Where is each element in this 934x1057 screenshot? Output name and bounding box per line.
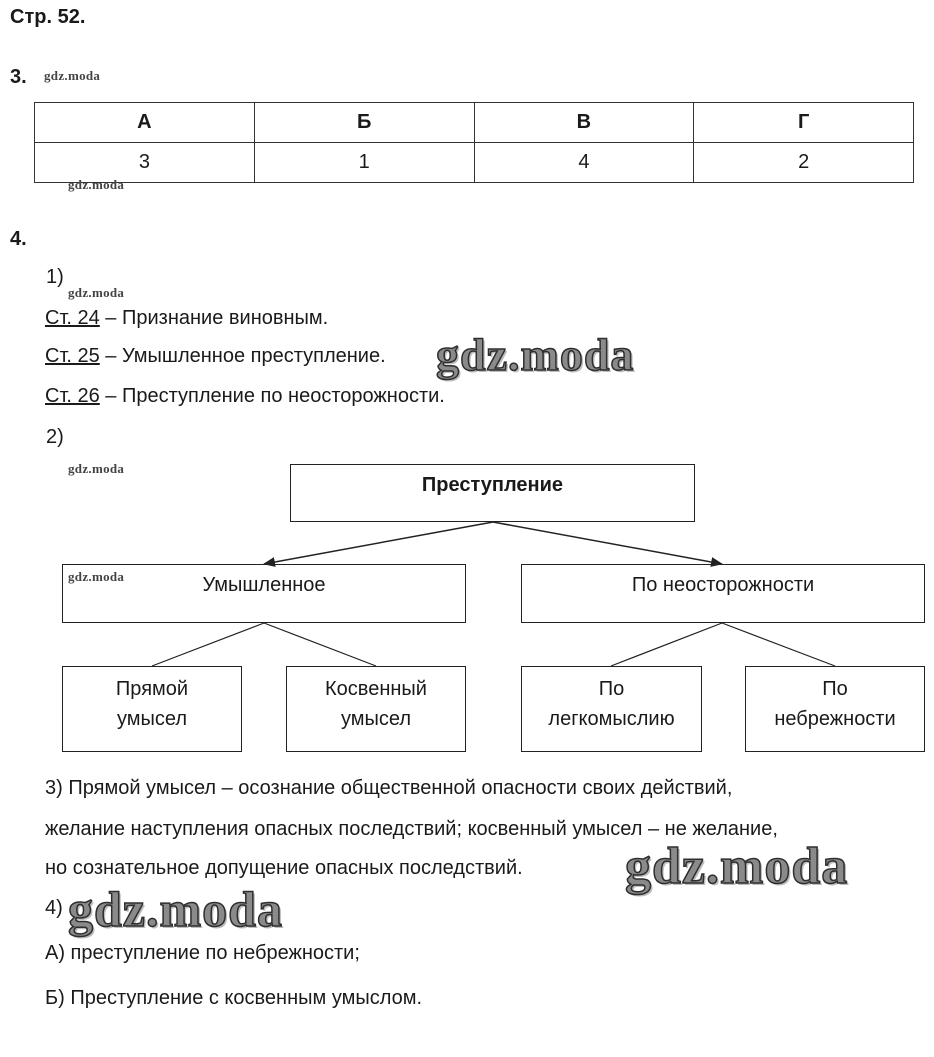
- diagram-box-line: умысел: [340, 708, 412, 730]
- article-text: – Умышленное преступление.: [99, 345, 386, 367]
- table-cell: 2: [694, 143, 914, 183]
- diagram-indirect-intent-box: [286, 666, 466, 752]
- diagram-negligent-label: По неосторожности: [631, 573, 815, 596]
- diagram-intentional-label: Умышленное: [202, 573, 326, 596]
- table-cell: 3: [35, 143, 255, 183]
- diagram-box-line: легкомыслию: [548, 708, 675, 730]
- part2-label: 2): [46, 426, 64, 448]
- arrow-to-intentional: [264, 522, 493, 564]
- arrow-to-negligent: [493, 522, 722, 564]
- watermark-small: gdz.moda: [68, 461, 125, 476]
- table-header-cell: Г: [694, 103, 914, 143]
- table-cell: 1: [254, 143, 474, 183]
- diagram-box-line: небрежности: [774, 708, 896, 730]
- part4-label: 4): [45, 897, 63, 919]
- task3-number: 3.: [10, 66, 27, 88]
- diagram-negligent-box: [521, 564, 925, 623]
- diagram-root-label: Преступление: [421, 474, 564, 496]
- diagram-negligence-box: [745, 666, 925, 752]
- table-cell: 4: [474, 143, 694, 183]
- table-header-cell: В: [474, 103, 694, 143]
- answer-line: А) преступление по небрежности;: [45, 942, 360, 964]
- watermark-small: gdz.moda: [68, 285, 125, 300]
- watermark-small: gdz.moda: [68, 569, 125, 584]
- article-text: – Признание виновным.: [99, 307, 329, 329]
- paragraph-line: желание наступления опасных последствий; косвенный умысел – не желание,: [45, 818, 778, 840]
- table-header-cell: А: [35, 103, 255, 143]
- diagram-direct-intent-box: [62, 666, 242, 752]
- watermark-large: gdz.moda: [625, 838, 849, 895]
- paragraph-line: но сознательное допущение опасных последствий.: [45, 857, 523, 879]
- diagram-box-line: умысел: [116, 708, 188, 730]
- diagram-box-line: По: [822, 678, 848, 700]
- watermark-large: gdz.moda: [68, 881, 283, 937]
- watermark-small: gdz.moda: [68, 177, 125, 192]
- diagram-box-line: Косвенный: [325, 678, 427, 700]
- line-to-negligence: [722, 623, 835, 666]
- answer-line: Б) Преступление с косвенным умыслом.: [45, 987, 423, 1009]
- diagram-frivolity-box: [521, 666, 702, 752]
- article-ref: Ст. 24: [45, 307, 100, 329]
- watermark-small: gdz.moda: [44, 68, 101, 83]
- line-to-indirect: [264, 623, 376, 666]
- part1-label: 1): [46, 266, 64, 288]
- task4-number: 4.: [10, 228, 27, 250]
- table-header-cell: Б: [254, 103, 474, 143]
- diagram-box-line: По: [598, 678, 625, 700]
- paragraph-line: 3) Прямой умысел – осознание общественной опасности своих действий,: [45, 777, 733, 799]
- line-to-direct: [152, 623, 264, 666]
- article-ref: Ст. 25: [45, 345, 100, 367]
- line-to-frivolity: [611, 623, 722, 666]
- article-text: – Преступление по неосторожности.: [99, 385, 445, 407]
- diagram-root-box: [290, 464, 695, 522]
- diagram-box-line: Прямой: [115, 678, 189, 700]
- article-ref: Ст. 26: [45, 385, 100, 407]
- watermark-large: gdz.moda: [436, 329, 635, 380]
- page-title: Стр. 52.: [10, 6, 86, 28]
